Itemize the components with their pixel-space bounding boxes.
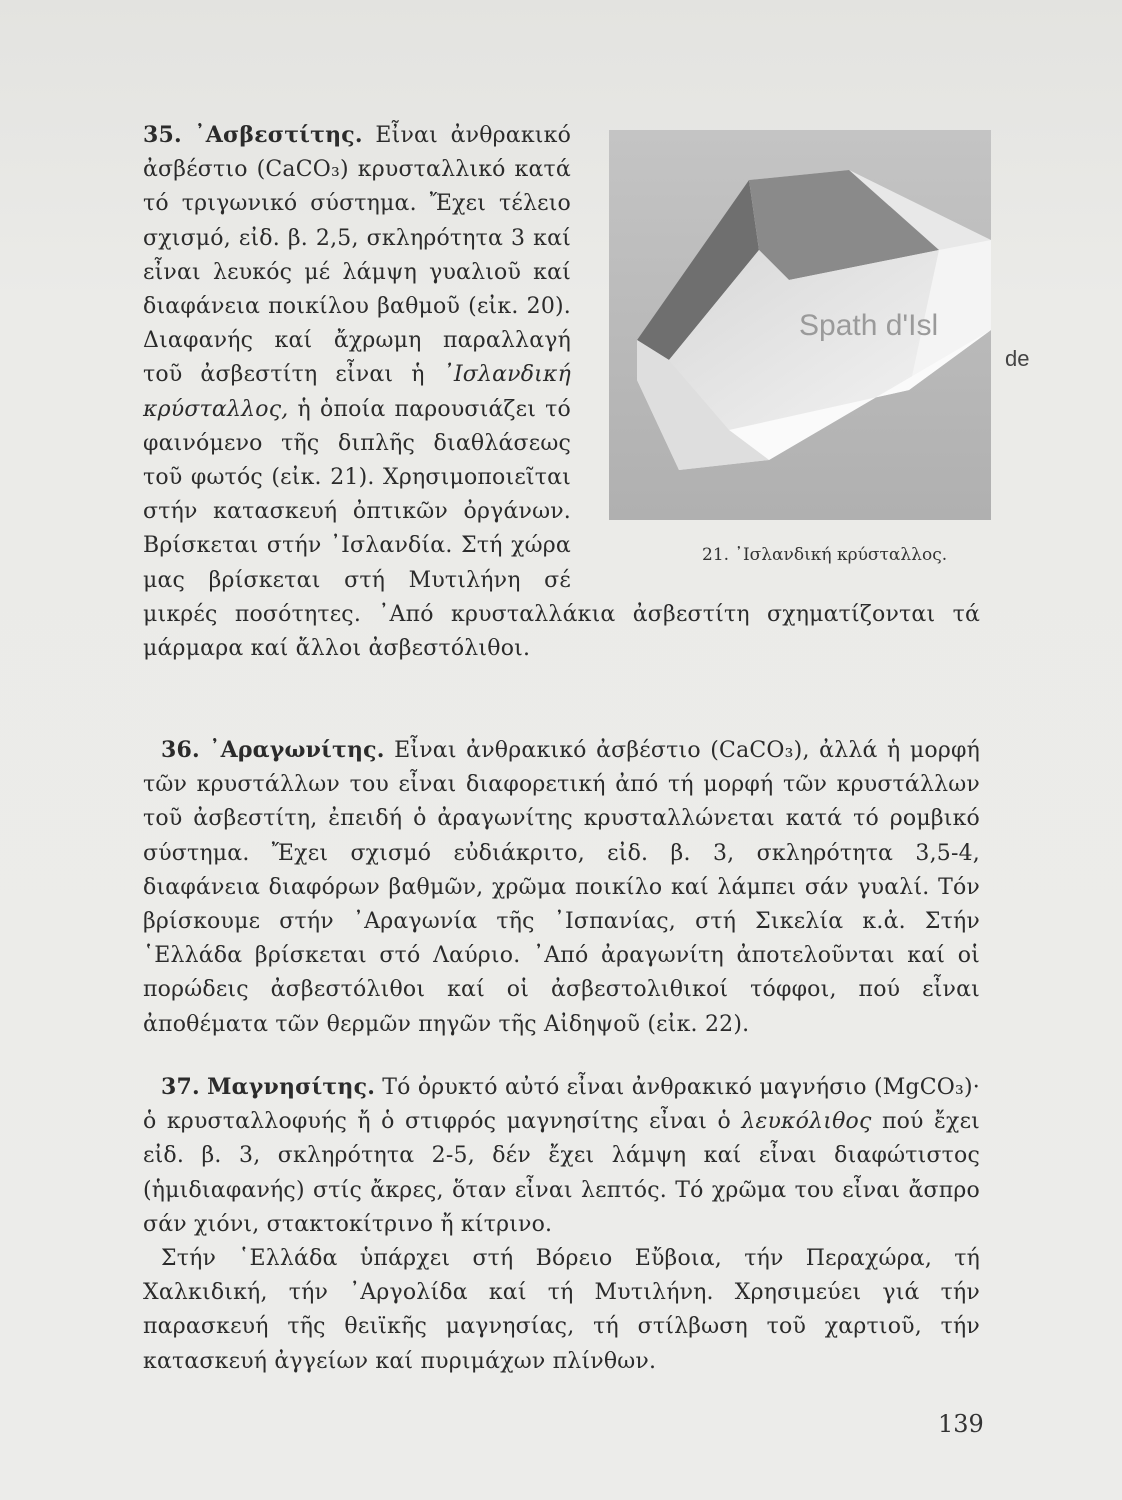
- section-35-number: 35.: [143, 122, 182, 148]
- section-37-title: Μαγνησίτης.: [207, 1074, 376, 1100]
- section-36-number: 36.: [161, 737, 200, 763]
- section-37-number: 37.: [161, 1074, 200, 1100]
- section-37-italic: λευκόλιθος: [741, 1109, 872, 1135]
- figure-caption: 21. ᾿Ισλανδική κρύσταλλος.: [702, 545, 948, 565]
- section-36-title: ᾿Αραγωνίτης.: [209, 737, 385, 763]
- section-37-paragraph-2: Στήν ῾Ελλάδα ὑπάρχει στή Βόρειο Εὔβοια, τήν Περαχώρα, τή Χαλκιδική, τήν ᾿Αργολίδα καί τή Μυτιλήνη. Χρησιμεύει γιά τήν παρασκευή τῆς θειϊκῆς μαγνησίας, τή στίλβωση τοῦ χαρτιοῦ, τήν κατασκευή ἀγγείων καί πυριμάχων πλίνθων.: [143, 1246, 980, 1374]
- section-37-text: Τό ὀρυκτό αὐτό εἶναι ἀνθρακικό μαγνήσιο (MgCO₃)· ὁ κρυσταλλοφυής ἤ ὁ στιφρός μαγνησίτης εἶναι ὁ: [143, 1075, 980, 1135]
- spath-label: Spath d'Isl: [799, 309, 939, 342]
- section-35-text-rest: ἡ ὁποία παρουσιάζει τό φαινόμενο τῆς διπλῆς διαθλάσεως τοῦ φωτός (εἰκ. 21). Χρησιμοποιεῖται στήν κατασκευή ὀπτικῶν ὀργάνων. Βρίσκεται στήν ᾿Ισλανδία. Στή χώρα μας βρίσκεται στή Μυτιλήνη σέ μικρές ποσότητες. ᾿Από κρυσταλλάκια ἀσβεστίτη σχηματίζονται τά μάρμαρα καί ἄλλοι ἀσβεστόλιθοι.: [143, 396, 980, 662]
- section-37-text-rest: πού ἔχει εἰδ. β. 3, σκληρότητα 2-5, δέν ἔχει λάμψη καί εἶναι διαφώτιστος (ἡμιδιαφανής) στίς ἄκρες, ὅταν εἶναι λεπτός. Τό χρῶμα του εἶναι ἄσπρο σάν χιόνι, στακτοκίτρινο ἤ κίτρινο.: [143, 1109, 980, 1237]
- label-suffix: de: [1005, 346, 1030, 371]
- figure-spacer: [585, 118, 980, 588]
- page-number: 139: [938, 1410, 984, 1438]
- section-36-text: Εἶναι ἀνθρακικό ἀσβέστιο (CaCO₃), ἀλλά ἡ μορφή τῶν κρυστάλλων του εἶναι διαφορετική ἀπό τή μορφή τῶν κρυστάλλων τοῦ ἀσβεστίτη, ἐπειδή ὁ ἀραγωνίτης κρυσταλλώνεται κατά τό ρομβικό σύστημα. Ἔχει σχισμό εὐδιάκριτο, εἰδ. β. 3, σκληρότητα 3,5-4, διαφάνεια διαφόρων βαθμῶν, χρῶμα ποικίλο καί λάμπει σάν γυαλί. Τόν βρίσκουμε στήν ᾿Αραγωνία τῆς ᾿Ισπανίας, στή Σικελία κ.ἀ. Στήν ῾Ελλάδα βρίσκεται στό Λαύριο. ᾿Από ἀραγωνίτη ἀποτελοῦνται καί οἱ πορώδεις ἀσβεστόλιθοι καί οἱ ἀσβεστολιθικοί τόφφοι, πού εἶναι ἀποθέματα τῶν θερμῶν πηγῶν τῆς Αἰδηψοῦ (εἰκ. 22).: [143, 738, 980, 1037]
- section-35-title: ᾿Ασβεστίτης.: [194, 122, 363, 148]
- section-35: [143, 118, 980, 666]
- section-35-italic: ᾿Ισλανδική κρύσταλλος,: [143, 362, 572, 422]
- section-35-text: Εἶναι ἀνθρακικό ἀσβέστιο (CaCO₃) κρυσταλλικό κατά τό τριγωνικό σύστημα. Ἔχει τέλειο σχισμό, εἰδ. β. 2,5, σκληρότητα 3 καί εἶναι λευκός μέ λάμψη γυαλιοῦ καί διαφάνεια ποικίλου βαθμοῦ (εἰκ. 20). Διαφανής καί ἄχρωμη παραλλαγή τοῦ ἀσβεστίτη εἶναι ἡ: [143, 123, 572, 388]
- section-37: [143, 1070, 980, 1379]
- section-36: [143, 733, 980, 1042]
